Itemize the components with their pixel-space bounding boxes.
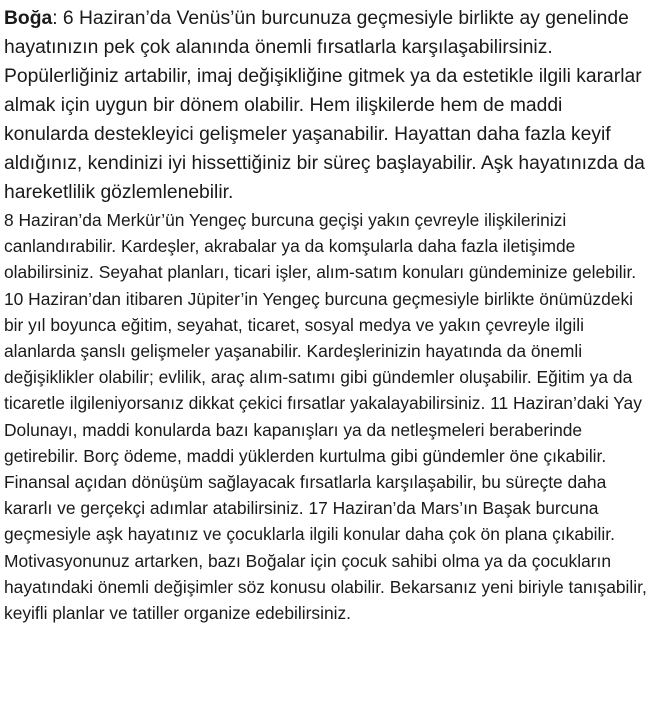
sign-separator: : [52,8,58,29]
horoscope-article [4,4,652,626]
intro-paragraph [4,4,652,207]
sign-heading: Boğa [4,8,53,29]
body-paragraph: 8 Haziran’da Merkür’ün Yengeç burcuna geçişi yakın çevreyle ilişkilerinizi canlandırabilir. Kardeşler, akrabalar ya da komşularla daha fazla iletişimde olabilirsiniz. Seyahat planları, ticari işler, alım-satım konuları gündeminize gelebilir. 10 Haziran’dan itibaren Jüpiter’in Yengeç burcuna geçmesiyle birlikte önümüzdeki bir yıl boyunca eğitim, seyahat, ticaret, sosyal medya ve yakın çevreyle ilgili alanlarda şanslı gelişmeler yaşanabilir. Kardeşlerinizin hayatında da önemli değişiklikler olabilir; evlilik, araç alım-satımı gibi gündemler oluşabilir. Eğitim ya da ticaretle ilgileniyorsanız dikkat çekici fırsatlar yakalayabilirsiniz. 11 Haziran’daki Yay Dolunayı, maddi konularda bazı kapanışları ya da netleşmeleri beraberinde getirebilir. Borç ödeme, maddi yüklerden kurtulma gibi gündemler öne çıkabilir. Finansal açıdan dönüşüm sağlayacak fırsatlarla karşılaşabilir, bu süreçte daha kararlı ve gerçekçi adımlar atabilirsiniz. 17 Haziran’da Mars’ın Başak burcuna geçmesiyle aşk hayatınız ve çocuklarla ilgili konular daha çok ön plana çıkabilir. Motivasyonunuz artarken, bazı Boğalar için çocuk sahibi olma ya da çocukların hayatındaki önemli değişimler söz konusu olabilir. Bekarsanız yeni biriyle tanışabilir, keyifli planlar ve tatiller organize edebilirsiniz. [4,210,647,624]
intro-text: 6 Haziran’da Venüs’ün burcunuza geçmesiyle birlikte ay genelinde hayatınızın pek çok alanında önemli fırsatlarla karşılaşabilirsiniz. Popülerliğiniz artabilir, imaj değişikliğine gitmek ya da estetikle ilgili kararlar almak için uygun bir dönem olabilir. Hem ilişkilerde hem de maddi konularda destekleyici gelişmeler yaşanabilir. Hayattan daha fazla keyif aldığınız, kendinizi iyi hissettiğiniz bir süreç başlayabilir. Aşk hayatınızda da hareketlilik gözlemlenebilir. [4,8,645,203]
